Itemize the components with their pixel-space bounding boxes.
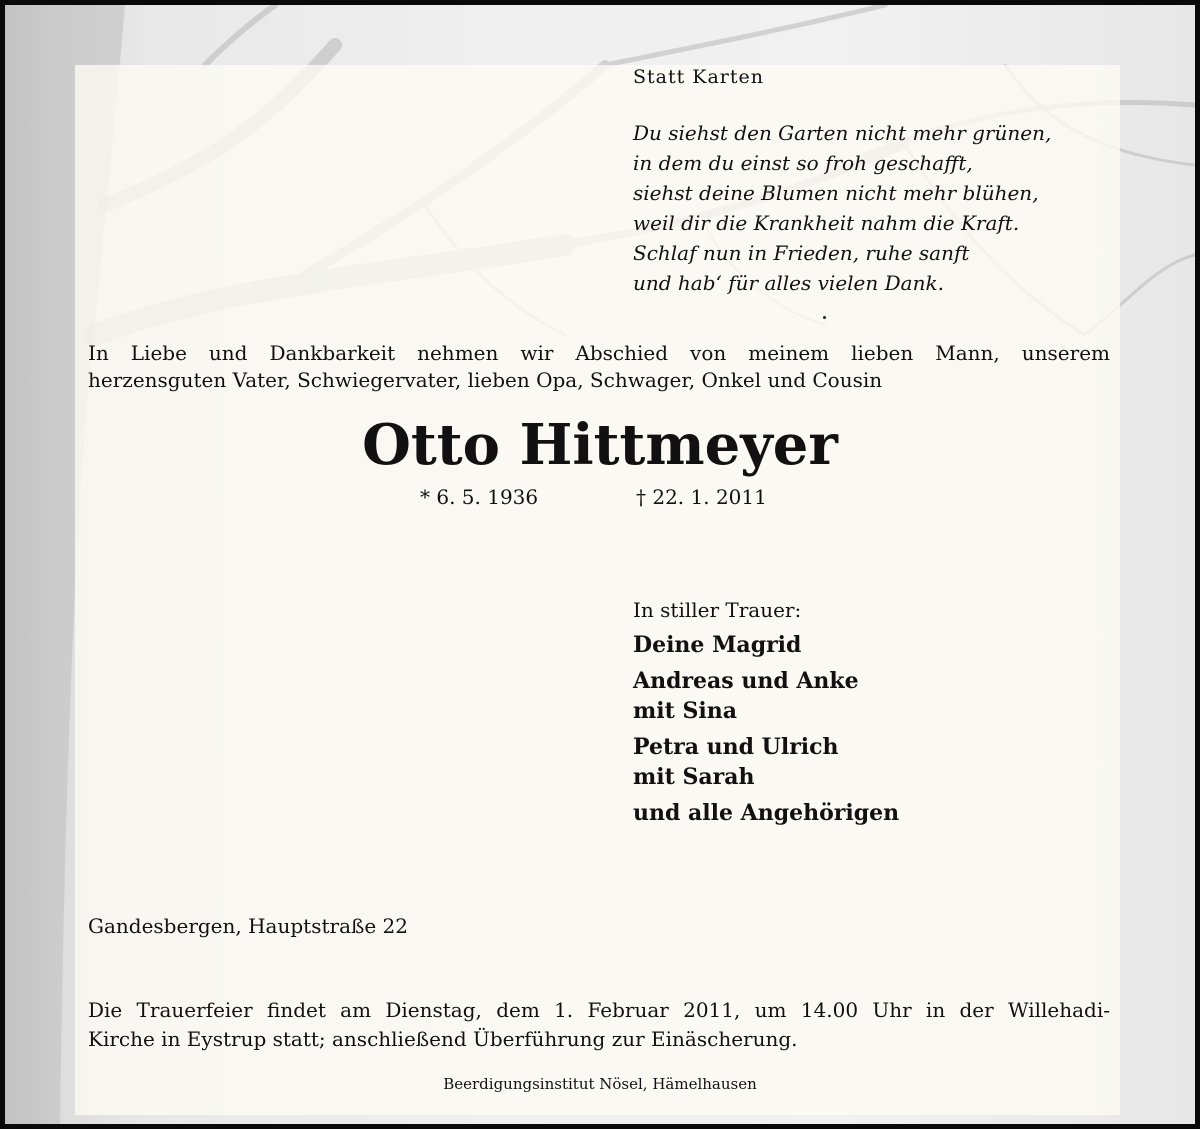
mourner-line: mit Sina xyxy=(633,698,737,724)
mourners-list xyxy=(633,630,899,834)
ceremony-line: Die Trauerfeier findet am Dienstag, dem 1. Februar 2011, um 14.00 Uhr in der Willehadi- xyxy=(88,998,1110,1022)
mourner-line: Petra und Ulrich xyxy=(633,734,839,760)
birth-date: * 6. 5. 1936 xyxy=(420,485,539,509)
poem-line: und hab‘ für alles vielen Dank. xyxy=(633,271,944,295)
funeral-home: Beerdigungsinstitut Nösel, Hämelhausen xyxy=(443,1075,757,1093)
poem-line: in dem du einst so froh geschafft, xyxy=(633,151,973,175)
deceased-name: Otto Hittmeyer xyxy=(362,412,838,478)
ceremony-line: Kirche in Eystrup statt; anschließend Überführung zur Einäscherung. xyxy=(88,1027,798,1051)
death-date: † 22. 1. 2011 xyxy=(636,485,767,509)
poem-line: Schlaf nun in Frieden, ruhe sanft xyxy=(633,241,970,265)
header-statt-karten: Statt Karten xyxy=(633,66,765,88)
mourner-line: Deine Magrid xyxy=(633,632,802,658)
mourner-entry xyxy=(633,666,899,726)
poem-line: siehst deine Blumen nicht mehr blühen, xyxy=(633,181,1039,205)
poem-line: weil dir die Krankheit nahm die Kraft. xyxy=(633,211,1020,235)
intro-line: In Liebe und Dankbarkeit nehmen wir Abschied von meinem lieben Mann, unserem xyxy=(88,341,1110,365)
mourner-line: mit Sarah xyxy=(633,764,755,790)
mourner-entry xyxy=(633,630,899,660)
mourner-entry xyxy=(633,798,899,828)
mourning-label: In stiller Trauer: xyxy=(633,598,802,622)
separator-dot xyxy=(823,316,826,319)
mourner-line: Andreas und Anke xyxy=(633,668,859,694)
address: Gandesbergen, Hauptstraße 22 xyxy=(88,914,408,938)
poem-line: Du siehst den Garten nicht mehr grünen, xyxy=(633,121,1052,145)
mourner-line: und alle Angehörigen xyxy=(633,800,900,826)
ceremony-text xyxy=(88,996,1110,1054)
mourner-entry xyxy=(633,732,899,792)
poem xyxy=(633,118,1051,298)
intro-text xyxy=(88,340,1110,394)
intro-line: herzensguten Vater, Schwiegervater, lieben Opa, Schwager, Onkel und Cousin xyxy=(88,368,883,392)
